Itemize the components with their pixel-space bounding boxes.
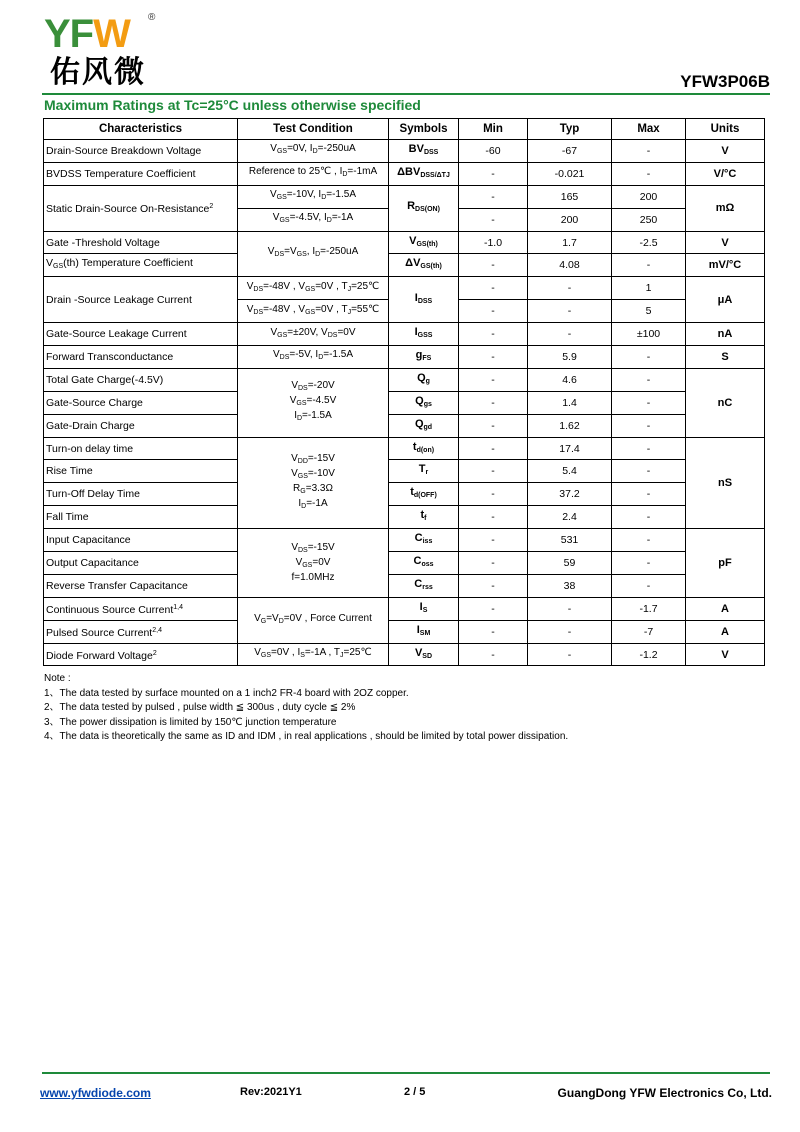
symbol-cell: $I_{GSS}$ [389,323,459,346]
symbol-cell: $t_{d(on)}$ [389,437,459,460]
characteristic-cell: Output Capacitance [44,552,238,575]
test-condition-cell: $V_{DS}=-48V$ , $V_{GS}=0V$ , $T_J=55℃$ [238,300,389,323]
column-header: Min [459,119,528,140]
typ-cell: -67 [528,140,612,163]
characteristic-cell: Reverse Transfer Capacitance [44,574,238,597]
column-header: Symbols [389,119,459,140]
unit-cell: mΩ [686,185,765,231]
min-cell: -1.0 [459,231,528,254]
min-cell: - [459,185,528,208]
max-cell: 5 [612,300,686,323]
max-cell: - [612,552,686,575]
table-row [44,254,765,277]
max-cell: 250 [612,208,686,231]
notes [44,672,568,745]
symbol-cell: $t_f$ [389,506,459,529]
min-cell: -60 [459,140,528,163]
typ-cell: 531 [528,529,612,552]
min-cell: - [459,643,528,666]
table-row [44,597,765,620]
test-condition-cell: $V_{GS}=\pm 20V$, $V_{DS}=0V$ [238,323,389,346]
typ-cell: 5.9 [528,346,612,369]
part-number: YFW3P06B [680,72,770,91]
note-heading: Note : [44,673,71,684]
max-cell: - [612,506,686,529]
unit-cell: V [686,643,765,666]
min-cell: - [459,460,528,483]
column-header: Test Condition [238,119,389,140]
typ-cell: -0.021 [528,162,612,185]
unit-cell: nC [686,368,765,437]
typ-cell: 38 [528,574,612,597]
registered-mark: ® [148,12,156,23]
company-logo [44,14,164,90]
test-condition-cell: $V_{DS}=V_{GS}$, $I_D=-250uA$ [238,231,389,277]
max-cell: - [612,529,686,552]
characteristic-cell: Turn-on delay time [44,437,238,460]
max-cell: -7 [612,620,686,643]
symbol-cell: $I_{SM}$ [389,620,459,643]
typ-cell: 17.4 [528,437,612,460]
test-condition-cell: $V_{DS}=-15V$ $V_{GS}=0V$ f=1.0MHz [238,529,389,598]
footer-divider [42,1072,770,1074]
unit-cell: nA [686,323,765,346]
max-cell: - [612,368,686,391]
symbol-cell: $Q_{gs}$ [389,391,459,414]
table-body [44,140,765,666]
max-cell: -1.2 [612,643,686,666]
specifications-table [43,118,765,666]
test-condition-cell: Reference to 25℃ , $I_D=-1mA$ [238,162,389,185]
column-header: Characteristics [44,119,238,140]
unit-cell: A [686,620,765,643]
test-condition-cell: $V_{DS}=-5V$, $I_D=-1.5A$ [238,346,389,369]
max-cell: - [612,574,686,597]
typ-cell: 200 [528,208,612,231]
column-header: Units [686,119,765,140]
symbol-cell: $C_{oss}$ [389,552,459,575]
characteristic-cell: Turn-Off Delay Time [44,483,238,506]
unit-cell: S [686,346,765,369]
min-cell: - [459,574,528,597]
test-condition-cell: $V_{GS}=-4.5V$, $I_D=-1A$ [238,208,389,231]
characteristic-cell: Static Drain-Source On-Resistance$^2$ [44,185,238,231]
test-condition-cell: $V_{DS}=-20V$ $V_{GS}=-4.5V$ $I_D=-1.5A$ [238,368,389,437]
company-name: GuangDong YFW Electronics Co, Ltd. [557,1086,772,1100]
symbol-cell: $I_S$ [389,597,459,620]
max-cell: - [612,483,686,506]
typ-cell: - [528,277,612,300]
max-cell: 200 [612,185,686,208]
typ-cell: - [528,643,612,666]
table-row [44,140,765,163]
unit-cell: V/°C [686,162,765,185]
unit-cell: A [686,597,765,620]
table-row [44,620,765,643]
characteristic-cell: Gate-Source Charge [44,391,238,414]
max-cell: - [612,437,686,460]
table-row [44,323,765,346]
characteristic-cell: Rise Time [44,460,238,483]
symbol-cell: $T_r$ [389,460,459,483]
unit-cell: V [686,140,765,163]
characteristic-cell: $V_{GS}(th)$ Temperature Coefficient [44,254,238,277]
symbol-cell: $Q_{gd}$ [389,414,459,437]
symbol-cell: $g_{FS}$ [389,346,459,369]
min-cell: - [459,300,528,323]
characteristic-cell: Total Gate Charge(-4.5V) [44,368,238,391]
max-cell: - [612,414,686,437]
max-cell: 1 [612,277,686,300]
table-row [44,368,765,391]
min-cell: - [459,254,528,277]
note-item: 4、The data is theoretically the same as ID and IDM , in real applications , should be limited by total power dissipation. [44,731,569,742]
note-item: 2、The data tested by pulsed , pulse width ≦ 300us , duty cycle ≦ 2% [44,702,356,713]
table-row [44,574,765,597]
website-link[interactable]: www.yfwdiode.com [40,1086,151,1100]
typ-cell: 2.4 [528,506,612,529]
test-condition-cell: $V_{GS}=0V$ , $I_S=-1A$ , $T_J=25℃$ [238,643,389,666]
table-header-row [44,119,765,140]
characteristic-cell: Diode Forward Voltage$^2$ [44,643,238,666]
table-row [44,185,765,208]
characteristic-cell: Gate-Source Leakage Current [44,323,238,346]
min-cell: - [459,346,528,369]
column-header: Typ [528,119,612,140]
column-header: Max [612,119,686,140]
note-item: 1、The data tested by surface mounted on a 1 inch2 FR-4 board with 2OZ copper. [44,687,409,699]
characteristic-cell: Continuous Source Current$^{1,4}$ [44,597,238,620]
max-cell: - [612,140,686,163]
typ-cell: - [528,300,612,323]
section-title: Maximum Ratings at Tc=25°C unless otherwise specified [44,97,421,113]
table-row [44,643,765,666]
characteristic-cell: Drain-Source Breakdown Voltage [44,140,238,163]
max-cell: - [612,254,686,277]
min-cell: - [459,529,528,552]
table-row [44,277,765,300]
table-row [44,414,765,437]
min-cell: - [459,323,528,346]
characteristic-cell: Gate-Drain Charge [44,414,238,437]
typ-cell: 1.62 [528,414,612,437]
typ-cell: 5.4 [528,460,612,483]
symbol-cell: $C_{rss}$ [389,574,459,597]
unit-cell: mV/°C [686,254,765,277]
table-row [44,162,765,185]
symbol-cell: $\Delta V_{GS(th)}$ [389,254,459,277]
min-cell: - [459,208,528,231]
table-row [44,506,765,529]
typ-cell: 165 [528,185,612,208]
min-cell: - [459,277,528,300]
max-cell: -1.7 [612,597,686,620]
symbol-cell: $V_{GS(th)}$ [389,231,459,254]
table-row [44,437,765,460]
max-cell: - [612,391,686,414]
typ-cell: 4.08 [528,254,612,277]
min-cell: - [459,162,528,185]
logo-chinese-name: 佑风微 [50,55,146,90]
logo-letters: YFW [44,12,130,56]
min-cell: - [459,414,528,437]
test-condition-cell: $V_{DS}=-48V$ , $V_{GS}=0V$ , $T_J=25℃$ [238,277,389,300]
table-row [44,552,765,575]
revision: Rev:2021Y1 [240,1086,302,1098]
characteristic-cell: Forward Transconductance [44,346,238,369]
table-row [44,529,765,552]
test-condition-cell: $V_{GS}=0V$, $I_D=-250uA$ [238,140,389,163]
min-cell: - [459,597,528,620]
symbol-cell: $R_{DS(ON)}$ [389,185,459,231]
symbol-cell: $BV_{DSS}$ [389,140,459,163]
min-cell: - [459,620,528,643]
max-cell: -2.5 [612,231,686,254]
min-cell: - [459,506,528,529]
symbol-cell: $\Delta BV_{DSS/\Delta TJ}$ [389,162,459,185]
unit-cell: nS [686,437,765,529]
characteristic-cell: Fall Time [44,506,238,529]
min-cell: - [459,391,528,414]
typ-cell: - [528,620,612,643]
min-cell: - [459,368,528,391]
typ-cell: 59 [528,552,612,575]
symbol-cell: $I_{DSS}$ [389,277,459,323]
symbol-cell: $C_{iss}$ [389,529,459,552]
characteristic-cell: Input Capacitance [44,529,238,552]
page-number: 2 / 5 [404,1086,426,1098]
unit-cell: μA [686,277,765,323]
test-condition-cell: $V_{DD}=-15V$ $V_{GS}=-10V$ $R_G=3.3\Omega$ $I_D=-1A$ [238,437,389,529]
characteristic-cell: Gate -Threshold Voltage [44,231,238,254]
max-cell: - [612,346,686,369]
characteristic-cell: BVDSS Temperature Coefficient [44,162,238,185]
note-item: 3、The power dissipation is limited by 150℃ junction temperature [44,716,337,728]
min-cell: - [459,483,528,506]
max-cell: ±100 [612,323,686,346]
unit-cell: V [686,231,765,254]
min-cell: - [459,552,528,575]
typ-cell: 1.7 [528,231,612,254]
typ-cell: - [528,597,612,620]
typ-cell: 1.4 [528,391,612,414]
header-divider [42,93,770,95]
typ-cell: 4.6 [528,368,612,391]
symbol-cell: $V_{SD}$ [389,643,459,666]
min-cell: - [459,437,528,460]
characteristic-cell: Pulsed Source Current$^{2,4}$ [44,620,238,643]
symbol-cell: $Q_g$ [389,368,459,391]
typ-cell: 37.2 [528,483,612,506]
table-row [44,391,765,414]
unit-cell: pF [686,529,765,598]
test-condition-cell: $V_G=V_D=0V$ , Force Current [238,597,389,643]
max-cell: - [612,460,686,483]
table-row [44,460,765,483]
max-cell: - [612,162,686,185]
symbol-cell: $t_{d(OFF)}$ [389,483,459,506]
table-row [44,483,765,506]
table-row [44,346,765,369]
typ-cell: - [528,323,612,346]
table-row [44,231,765,254]
characteristic-cell: Drain -Source Leakage Current [44,277,238,323]
test-condition-cell: $V_{GS}=-10V$, $I_D=-1.5A$ [238,185,389,208]
